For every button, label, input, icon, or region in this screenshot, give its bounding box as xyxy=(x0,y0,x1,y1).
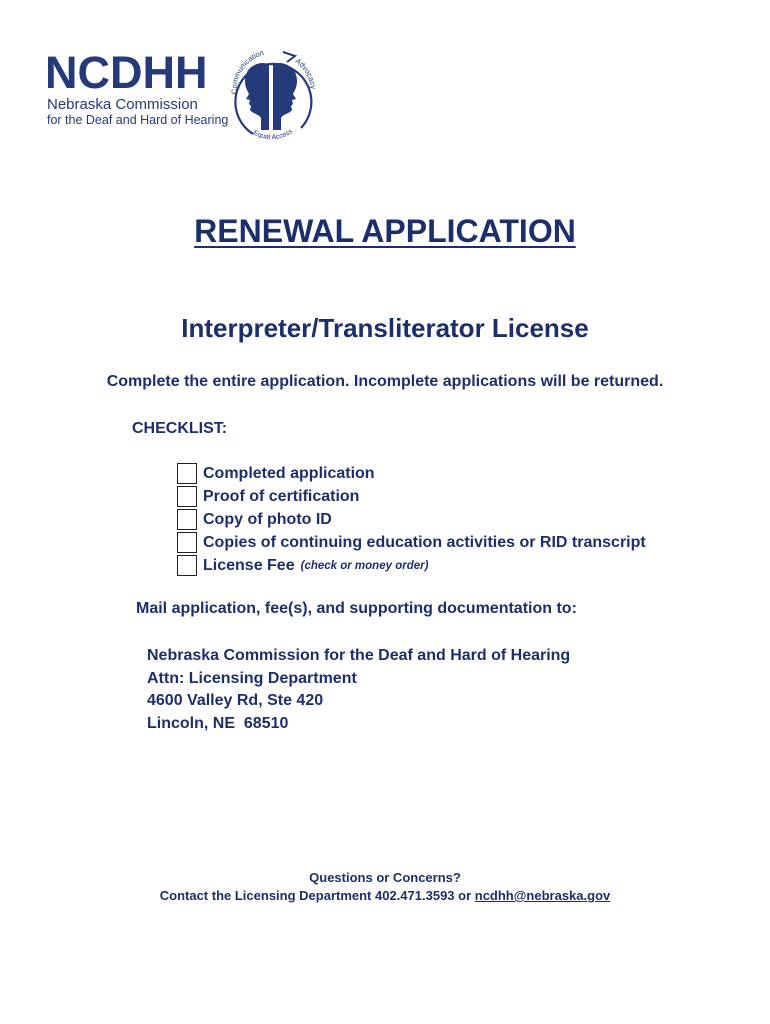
logo-ring-text-bottom: Equal Access xyxy=(251,127,294,142)
mail-instructions: Mail application, fee(s), and supporting documentation to: xyxy=(136,600,577,617)
faces-emblem-icon xyxy=(223,42,319,142)
checkbox-photo-id[interactable] xyxy=(177,509,197,530)
mailing-address xyxy=(147,645,570,735)
page-title: RENEWAL APPLICATION xyxy=(194,213,576,249)
logo-acronym: NCDHH xyxy=(45,47,208,98)
checklist-item xyxy=(177,554,646,577)
checkbox-continuing-education[interactable] xyxy=(177,532,197,553)
address-line1: Nebraska Commission for the Deaf and Hard of Hearing xyxy=(147,647,571,664)
license-fee-note: (check or money order) xyxy=(300,559,429,572)
address-line4: Lincoln, NE 68510 xyxy=(147,714,289,732)
checklist-heading: CHECKLIST: xyxy=(132,420,228,437)
ncdhh-logo xyxy=(45,42,320,142)
address-line3: 4600 Valley Rd, Ste 420 xyxy=(147,692,324,709)
checklist-item-label: Proof of certification xyxy=(203,487,360,505)
address-line2: Attn: Licensing Department xyxy=(147,669,357,687)
checklist-item-label: Copies of continuing education activities or RID transcript xyxy=(203,533,646,551)
checklist-item-label: License Fee xyxy=(203,556,295,574)
logo-name-line2: for the Deaf and Hard of Hearing xyxy=(47,113,229,127)
logo-name-line1: Nebraska Commission xyxy=(47,96,198,113)
footer-contact xyxy=(0,888,770,903)
logo-ring-text-right: Advocacy xyxy=(293,56,318,90)
contact-phone-text: Contact the Licensing Department 402.471.3593 or xyxy=(159,888,475,903)
checklist-item xyxy=(177,462,646,485)
checklist-item-label: Completed application xyxy=(203,464,375,482)
checkbox-completed-application[interactable] xyxy=(177,463,197,484)
license-subtitle: Interpreter/Transliterator License xyxy=(181,313,589,343)
checklist-item xyxy=(177,531,646,554)
footer-question: Questions or Concerns? xyxy=(309,870,461,885)
checklist-item xyxy=(177,485,646,508)
checkbox-license-fee[interactable] xyxy=(177,555,197,576)
logo-ring-text-top: Communication xyxy=(229,48,265,95)
checklist-item-label: Copy of photo ID xyxy=(203,510,332,528)
checklist-item xyxy=(177,508,646,531)
contact-email-link[interactable]: ncdhh@nebraska.gov xyxy=(474,888,611,903)
instructions-text: Complete the entire application. Incomplete applications will be returned. xyxy=(106,373,664,390)
checklist xyxy=(177,462,646,577)
checkbox-proof-of-certification[interactable] xyxy=(177,486,197,507)
